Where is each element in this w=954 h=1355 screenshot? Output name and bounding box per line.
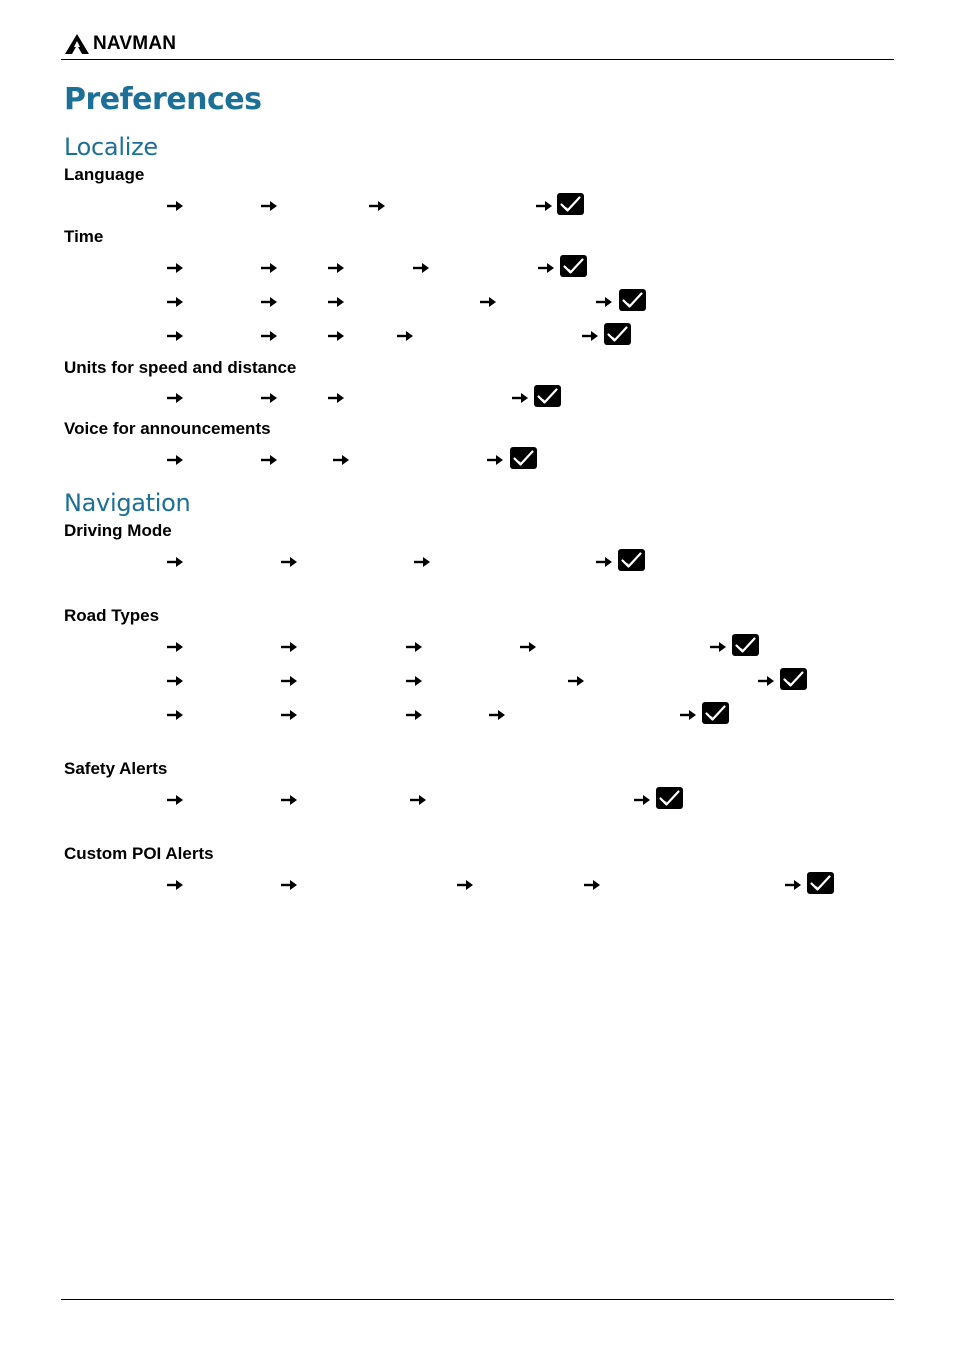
arrow-right-icon bbox=[333, 454, 350, 466]
checkbox-checked-icon bbox=[656, 787, 683, 809]
arrow-right-icon bbox=[167, 879, 184, 891]
arrow-right-icon bbox=[634, 794, 651, 806]
arrow-right-icon bbox=[596, 556, 613, 568]
arrow-right-icon bbox=[261, 330, 278, 342]
header bbox=[64, 33, 176, 55]
arrow-right-icon bbox=[536, 200, 553, 212]
arrow-right-icon bbox=[167, 675, 184, 687]
header-rule bbox=[61, 59, 894, 60]
arrow-right-icon bbox=[281, 709, 298, 721]
arrow-right-icon bbox=[167, 392, 184, 404]
arrow-right-icon bbox=[261, 262, 278, 274]
arrow-right-icon bbox=[369, 200, 386, 212]
arrow-right-icon bbox=[167, 454, 184, 466]
arrow-right-icon bbox=[410, 794, 427, 806]
arrow-right-icon bbox=[167, 709, 184, 721]
arrow-right-icon bbox=[520, 641, 537, 653]
arrow-right-icon bbox=[489, 709, 506, 721]
checkbox-checked-icon bbox=[557, 193, 584, 215]
arrow-right-icon bbox=[680, 709, 697, 721]
arrow-right-icon bbox=[397, 330, 414, 342]
arrow-right-icon bbox=[167, 556, 184, 568]
arrow-right-icon bbox=[167, 296, 184, 308]
checkbox-checked-icon bbox=[702, 702, 729, 724]
subsection-road-types: Road Types bbox=[64, 606, 160, 625]
arrow-right-icon bbox=[538, 262, 555, 274]
arrow-right-icon bbox=[281, 556, 298, 568]
checkbox-checked-icon bbox=[619, 289, 646, 311]
subsection-voice: Voice for announcements bbox=[64, 419, 271, 438]
arrow-right-icon bbox=[167, 794, 184, 806]
subsection-units: Units for speed and distance bbox=[64, 358, 297, 377]
checkbox-checked-icon bbox=[618, 549, 645, 571]
subsection-custom-poi-alerts: Custom POI Alerts bbox=[64, 844, 214, 863]
footer-rule bbox=[61, 1299, 894, 1300]
checkbox-checked-icon bbox=[780, 668, 807, 690]
checkbox-checked-icon bbox=[807, 872, 834, 894]
arrow-right-icon bbox=[261, 296, 278, 308]
arrow-right-icon bbox=[758, 675, 775, 687]
arrow-right-icon bbox=[582, 330, 599, 342]
subsection-time: Time bbox=[64, 227, 104, 246]
arrow-right-icon bbox=[584, 879, 601, 891]
arrow-right-icon bbox=[328, 262, 345, 274]
arrow-right-icon bbox=[406, 641, 423, 653]
checkbox-checked-icon bbox=[604, 323, 631, 345]
arrow-right-icon bbox=[328, 392, 345, 404]
arrow-right-icon bbox=[261, 392, 278, 404]
arrow-right-icon bbox=[281, 675, 298, 687]
section-title-localize: Localize bbox=[64, 133, 158, 161]
arrow-right-icon bbox=[281, 641, 298, 653]
arrow-right-icon bbox=[487, 454, 504, 466]
arrow-right-icon bbox=[596, 296, 613, 308]
subsection-language: Language bbox=[64, 165, 145, 184]
arrow-right-icon bbox=[167, 200, 184, 212]
checkbox-checked-icon bbox=[732, 634, 759, 656]
arrow-right-icon bbox=[281, 794, 298, 806]
subsection-safety-alerts: Safety Alerts bbox=[64, 759, 168, 778]
arrow-right-icon bbox=[261, 200, 278, 212]
page-title: Preferences bbox=[64, 82, 262, 117]
arrow-right-icon bbox=[457, 879, 474, 891]
arrow-right-icon bbox=[414, 556, 431, 568]
checkbox-checked-icon bbox=[510, 447, 537, 469]
arrow-right-icon bbox=[328, 330, 345, 342]
section-title-navigation: Navigation bbox=[64, 489, 191, 517]
arrow-right-icon bbox=[710, 641, 727, 653]
arrow-right-icon bbox=[406, 675, 423, 687]
checkbox-checked-icon bbox=[534, 385, 561, 407]
subsection-driving-mode: Driving Mode bbox=[64, 521, 172, 540]
arrow-right-icon bbox=[328, 296, 345, 308]
brand-name: NAVMAN bbox=[93, 33, 177, 54]
arrow-right-icon bbox=[406, 709, 423, 721]
arrow-right-icon bbox=[281, 879, 298, 891]
arrow-right-icon bbox=[167, 262, 184, 274]
arrow-right-icon bbox=[480, 296, 497, 308]
arrow-right-icon bbox=[413, 262, 430, 274]
arrow-right-icon bbox=[167, 641, 184, 653]
navman-logo-icon bbox=[64, 33, 90, 55]
arrow-right-icon bbox=[512, 392, 529, 404]
checkbox-checked-icon bbox=[560, 255, 587, 277]
arrow-right-icon bbox=[261, 454, 278, 466]
arrow-right-icon bbox=[568, 675, 585, 687]
arrow-right-icon bbox=[167, 330, 184, 342]
arrow-right-icon bbox=[785, 879, 802, 891]
